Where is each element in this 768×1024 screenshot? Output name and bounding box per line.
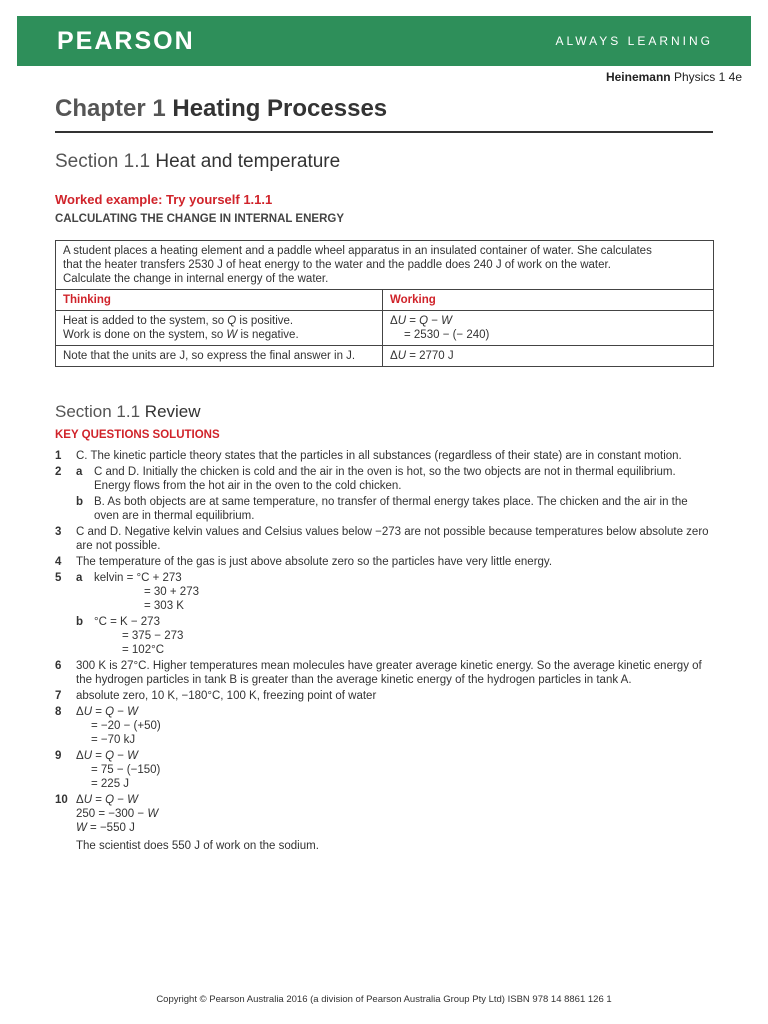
thinking-cell: Heat is added to the system, so Q is positive. Work is done on the system, so W is negative. [56,311,383,346]
pearson-banner [17,16,751,66]
section-title-review: Section 1.1 Review [55,402,201,421]
list-item: 10 ΔU = Q − W 250 = −300 − W W = −550 J The scientist does 550 J of work on the sodium. [55,794,319,852]
thinking-header: Thinking [56,290,383,311]
list-item: 8 ΔU = Q − W = −20 − (+50) = −70 kJ [55,706,161,746]
working-cell: ΔU = Q − W = 2530 − (− 240) [383,311,714,346]
working-header: Working [383,290,714,311]
pearson-logo: PEARSON [57,27,195,55]
key-questions-heading: KEY QUESTIONS SOLUTIONS [55,429,220,441]
book-reference: Heinemann Physics 1 4e [605,70,742,84]
thinking-cell: Note that the units are J, so express the final answer in J. [56,346,383,367]
section-title: Section 1.1 Heat and temperature [55,151,341,172]
table-row [56,346,714,367]
list-item: 9 ΔU = Q − W = 75 − (−150) = 225 J [55,750,161,790]
problem-row [56,241,714,290]
worked-example-table [55,240,714,367]
list-item: 2 a C and D. Initially the chicken is cold and the air in the oven is hot, so the two objects are not in thermal equilibrium. Energy flows from the hot air in the oven to the cold chicken. b B. As both objects are at same temperature, no transfer of thermal energy takes place. The chicken and the air in the oven are in thermal equilibrium. [55,466,688,522]
copyright-footer: Copyright © Pearson Australia 2016 (a division of Pearson Australia Group Pty Ltd) ISBN 978 14 8861 126 1 [156,994,612,1005]
list-item: 3 C and D. Negative kelvin values and Celsius values below −273 are not possible because temperatures below absolute zero are not possible. [55,526,709,552]
problem-cell: A student places a heating element and a paddle wheel apparatus in an insulated container of water. She calculates that the heater transfers 2530 J of heat energy to the water and the paddle does 240 J of work on the water. Calculate the change in internal energy of the water. [56,241,714,290]
worked-example-subtitle: CALCULATING THE CHANGE IN INTERNAL ENERGY [55,213,344,225]
list-item: 6 300 K is 27°C. Higher temperatures mean molecules have greater average kinetic energy. So the average kinetic energy of the hydrogen particles in tank B is greater than the average kinetic energy of the hydrogen particles in tank A. [55,660,702,686]
list-item: 5 a kelvin = °C + 273 = 30 + 273 = 303 K b °C = K − 273 = 375 − 273 = 102°C [55,572,199,656]
worked-example-title: Worked example: Try yourself 1.1.1 [55,192,273,207]
list-item: 7 absolute zero, 10 K, −180°C, 100 K, freezing point of water [55,690,377,702]
solutions-list [55,449,715,855]
table-row [56,311,714,346]
chapter-title: Chapter 1 Heating Processes [55,95,388,122]
list-item: 1 C. The kinetic particle theory states that the particles in all substances (regardless of their state) are in constant motion. [55,450,682,462]
list-item: 4 The temperature of the gas is just above absolute zero so the particles have very little energy. [55,556,553,568]
working-cell: ΔU = 2770 J [383,346,714,367]
chapter-rule [55,131,713,133]
header-row [56,290,714,311]
tagline: ALWAYS LEARNING [555,34,713,48]
